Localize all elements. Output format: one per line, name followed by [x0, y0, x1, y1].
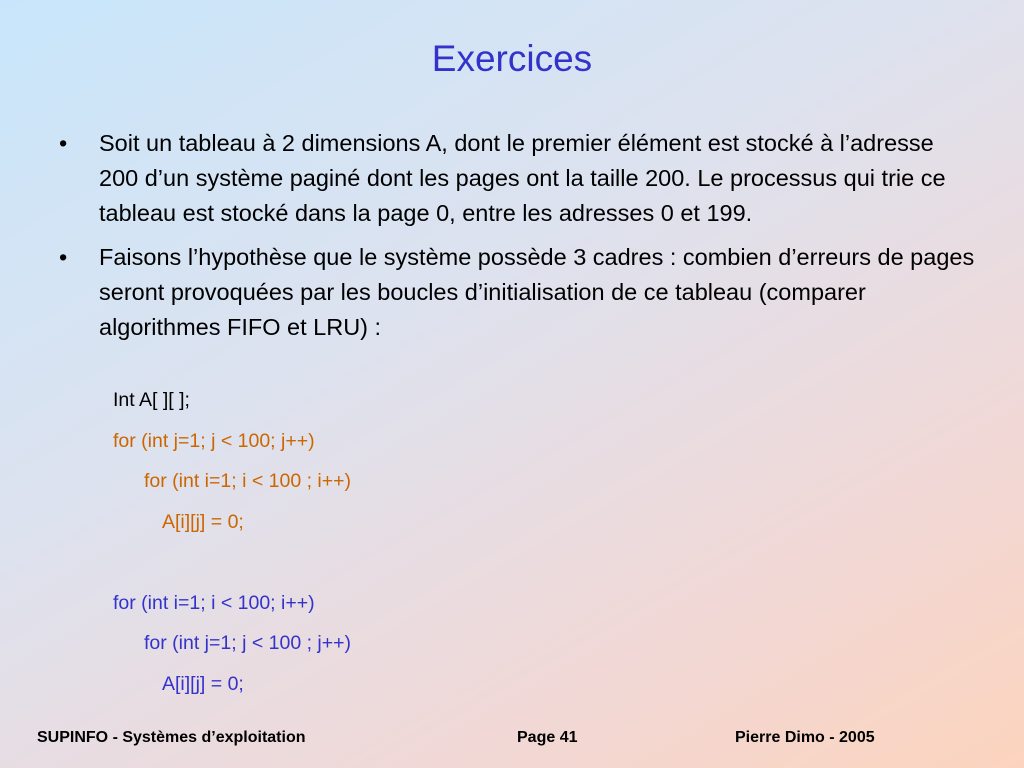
- bullet-icon: •: [59, 244, 68, 270]
- bullet-text: Faisons l’hypothèse que le système possède 3 cadres : combien d’erreurs de pages seront provoquées par les boucles d’initialisation de ce tableau (comparer algorithmes FIFO et LRU) :: [99, 244, 975, 340]
- code-loop2-inner: for (int j=1; j < 100 ; j++): [144, 632, 352, 654]
- code-loop2-outer: for (int i=1; i < 100; i++): [113, 591, 315, 614]
- bullet-item: [57, 240, 977, 345]
- code-loop2-body: A[i][j] = 0;: [162, 672, 244, 695]
- code-loop1-inner: for (int i=1; i < 100 ; i++): [144, 470, 352, 492]
- code-loop1-body: A[i][j] = 0;: [162, 510, 244, 533]
- code-block: [113, 387, 351, 711]
- slide-title: Exercices: [431, 38, 593, 79]
- code-declaration: Int A[ ][ ];: [113, 389, 190, 411]
- footer-page-number: Page 41: [517, 729, 578, 746]
- footer-author: Pierre Dimo - 2005: [735, 729, 875, 746]
- bullet-list: [57, 126, 977, 354]
- footer-course: SUPINFO - Systèmes d’exploitation: [37, 729, 306, 746]
- bullet-text: Soit un tableau à 2 dimensions A, dont le premier élément est stocké à l’adresse 200 d’un système paginé dont les pages ont la taille 200. Le processus qui trie ce tableau est stocké dans la page 0, entre les adresses 0 et 199.: [99, 130, 946, 226]
- code-loop1-outer: for (int j=1; j < 100; j++): [113, 429, 315, 452]
- bullet-icon: •: [59, 130, 68, 156]
- code-blank-line: [113, 549, 351, 590]
- bullet-item: [57, 126, 977, 231]
